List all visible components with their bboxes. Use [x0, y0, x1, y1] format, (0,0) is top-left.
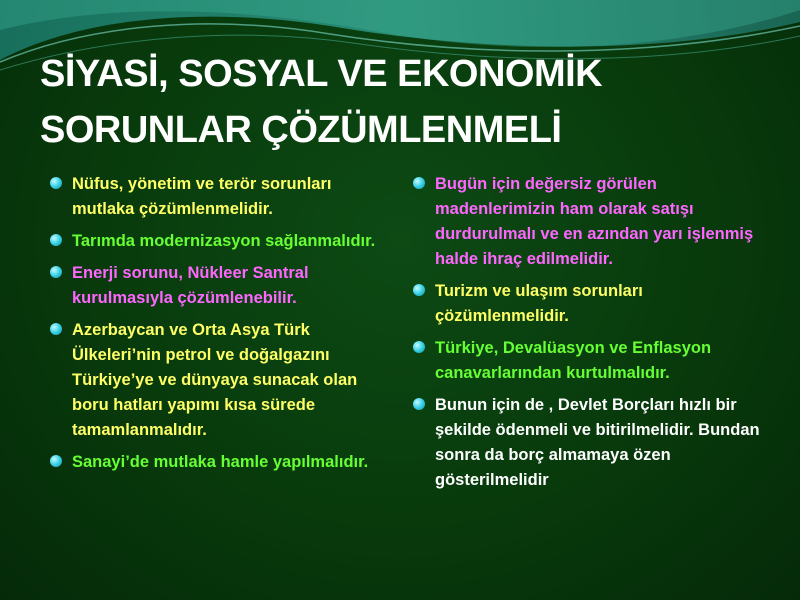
- bullet-icon: [50, 323, 62, 335]
- bullet-text: Bugün için değersiz görülen madenlerimizin ham olarak satışı durdurulmalı ve en azından yarı işlenmiş halde ihraç edilmelidir.: [435, 175, 754, 268]
- bullet-item: [50, 229, 395, 254]
- bullet-item: [50, 450, 395, 475]
- bullet-text: Bunun için de , Devlet Borçları hızlı bir şekilde ödenmeli ve bitirilmelidir. Bundan sonra da borç almamaya özen gösterilmelidir: [435, 396, 760, 489]
- slide-title-line1: SİYASİ, SOSYAL VE EKONOMİK: [40, 53, 603, 95]
- bullet-icon: [413, 284, 425, 296]
- slide-title-line2: SORUNLAR ÇÖZÜMLENMELİ: [40, 109, 562, 151]
- bullet-icon: [413, 177, 425, 189]
- bullet-text: Türkiye, Devalüasyon ve Enflasyon canavarlarından kurtulmalıdır.: [435, 339, 712, 382]
- bullet-item: [413, 393, 763, 493]
- bullet-text: Enerji sorunu, Nükleer Santral kurulmasıyla çözümlenebilir.: [72, 264, 309, 307]
- bullet-icon: [50, 234, 62, 246]
- bullet-icon: [50, 266, 62, 278]
- bullet-text: Turizm ve ulaşım sorunları çözümlenmelidir.: [435, 282, 643, 325]
- right-bullet-list: [413, 172, 763, 500]
- bullet-icon: [50, 177, 62, 189]
- bullet-item: [50, 172, 395, 222]
- slide-title: [40, 46, 780, 158]
- bullet-text: Nüfus, yönetim ve terör sorunları mutlaka çözümlenmelidir.: [72, 175, 332, 218]
- bullet-item: [413, 279, 763, 329]
- bullet-item: [413, 336, 763, 386]
- bullet-icon: [50, 455, 62, 467]
- bullet-text: Tarımda modernizasyon sağlanmalıdır.: [72, 232, 376, 250]
- bullet-item: [413, 172, 763, 272]
- left-bullet-list: [50, 172, 395, 482]
- bullet-item: [50, 318, 395, 443]
- bullet-icon: [413, 398, 425, 410]
- bullet-item: [50, 261, 395, 311]
- bullet-text: Sanayi’de mutlaka hamle yapılmalıdır.: [72, 453, 369, 471]
- bullet-text: Azerbaycan ve Orta Asya Türk Ülkeleri’nin petrol ve doğalgazını Türkiye’ye ve dünyaya sunacak olan boru hatları yapımı kısa sürede tamamlanmalıdır.: [72, 321, 358, 439]
- bullet-icon: [413, 341, 425, 353]
